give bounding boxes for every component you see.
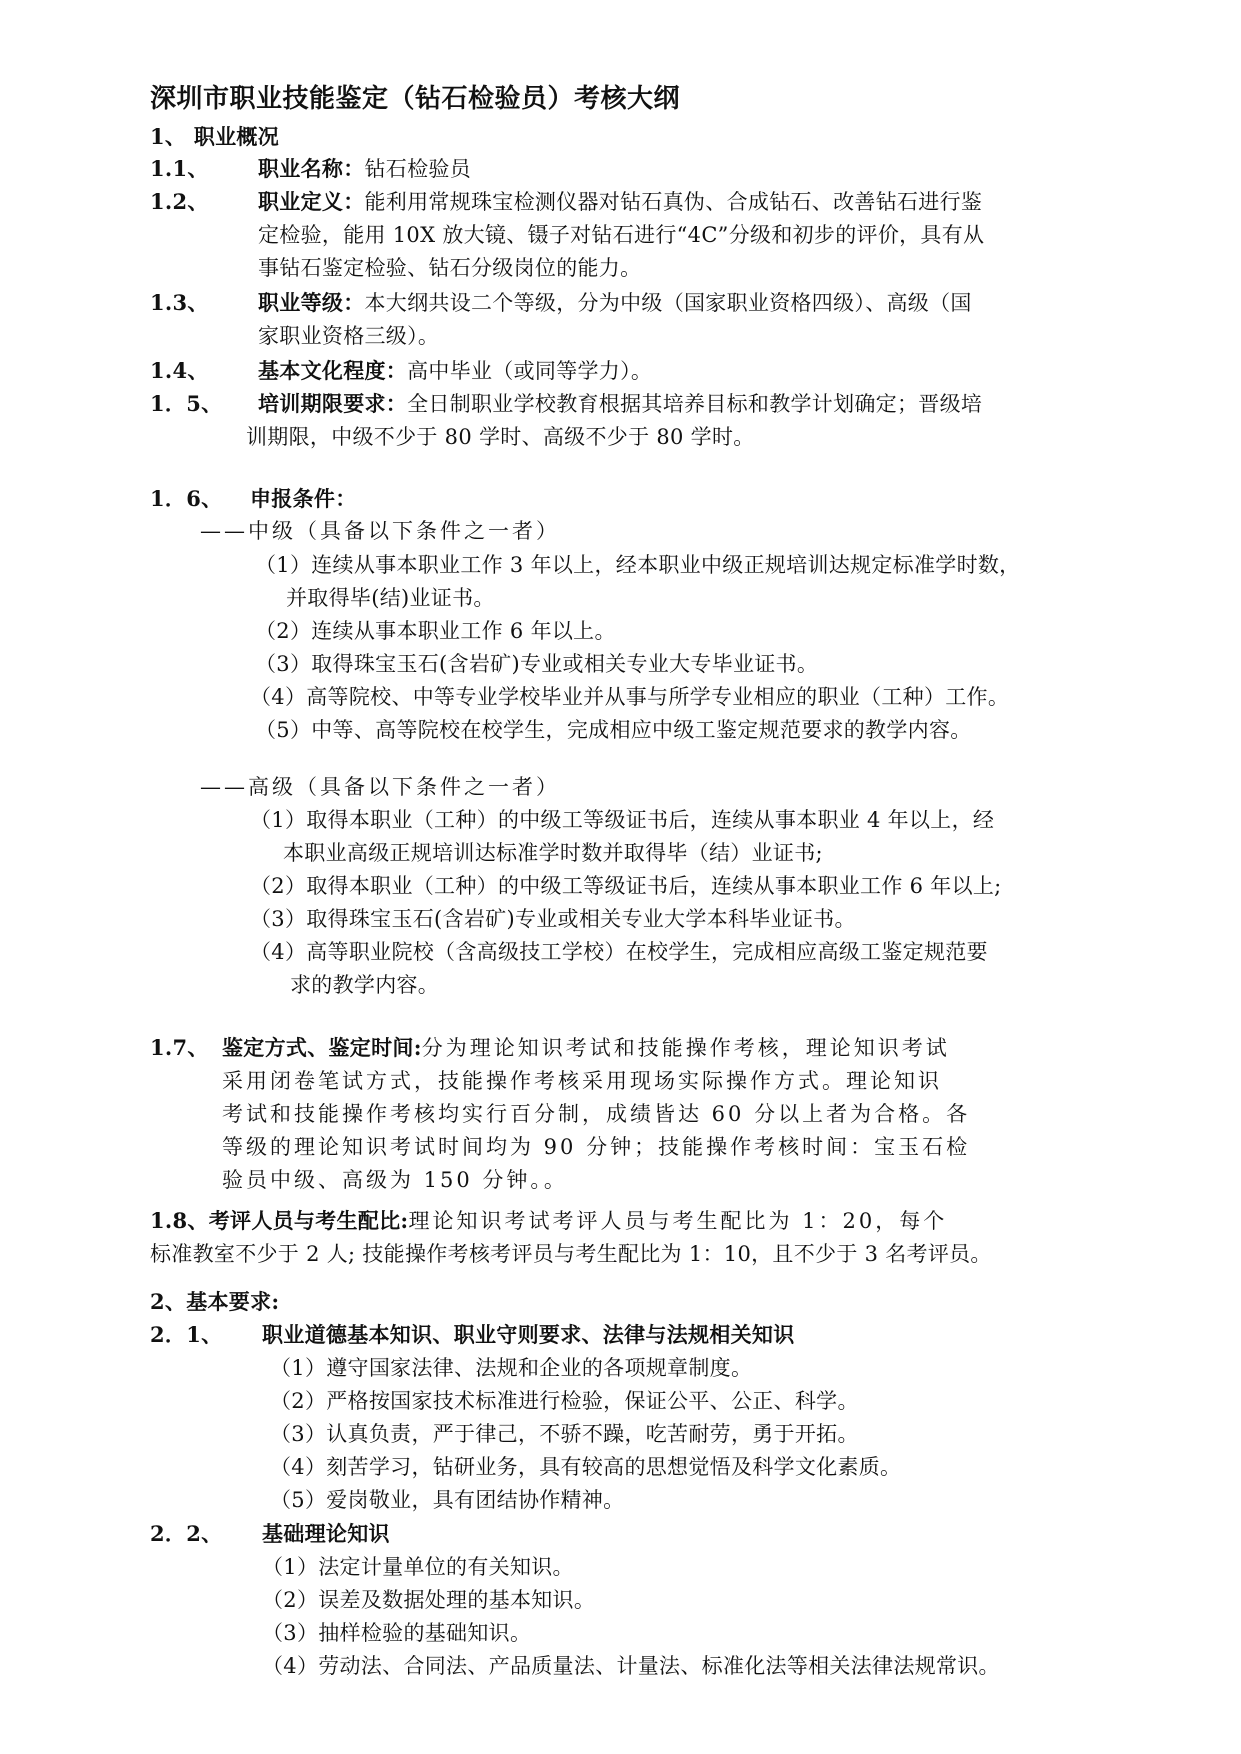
item-1-2-text-line-2: 定检验，能用 10X 放大镜、镊子对钻石进行“4C”分级和初步的评价，具有从: [258, 223, 985, 247]
advanced-condition-1-line-1: （1）取得本职业（工种）的中级工等级证书后，连续从事本职业 4 年以上，经: [250, 808, 995, 832]
document-title: 深圳市职业技能鉴定（钻石检验员）考核大纲: [150, 84, 681, 114]
theory-item-3: （3）抽样检验的基础知识。: [262, 1621, 532, 1645]
item-1-6-number: 1．6、: [150, 486, 223, 511]
item-1-6-label: 申报条件：: [250, 486, 357, 511]
item-1-8-label: 1.8、考评人员与考生配比:: [150, 1208, 409, 1233]
advanced-condition-3: （3）取得珠宝玉石(含岩矿)专业或相关专业大学本科毕业证书。: [250, 907, 856, 931]
ethics-item-1: （1）遵守国家法律、法规和企业的各项规章制度。: [270, 1356, 753, 1380]
item-1-1: [258, 156, 471, 182]
item-1-7-label: 鉴定方式、鉴定时间:: [222, 1035, 422, 1060]
advanced-level-heading: ——高级（具备以下条件之一者）: [200, 775, 560, 799]
item-1-7-text-line-4: 等级的理论知识考试时间均为 90 分钟；技能操作考核时间：宝玉石检: [222, 1135, 971, 1159]
theory-item-4: （4）劳动法、合同法、产品质量法、计量法、标准化法等相关法律法规常识。: [262, 1654, 1000, 1678]
item-1-7-text-line-1: 分为理论知识考试和技能操作考核，理论知识考试: [421, 1036, 950, 1060]
item-1-7-text-line-3: 考试和技能操作考核均实行百分制，成绩皆达 60 分以上者为合格。各: [222, 1102, 971, 1126]
item-1-3-text-line-2: 家职业资格三级）。: [258, 324, 440, 348]
advanced-condition-4-line-1: （4）高等职业院校（含高级技工学校）在校学生，完成相应高级工鉴定规范要: [250, 940, 988, 964]
advanced-condition-2: （2）取得本职业（工种）的中级工等级证书后，连续从事本职业工作 6 年以上;: [250, 874, 1002, 898]
advanced-condition-1-line-2: 本职业高级正规培训达标准学时数并取得毕（结）业证书;: [283, 841, 823, 865]
intermediate-condition-1-line-2: 并取得毕(结)业证书。: [286, 586, 495, 610]
item-1-2-text-line-3: 事钻石鉴定检验、钻石分级岗位的能力。: [258, 256, 642, 280]
item-1-8-text-line-2: 标准教室不少于 2 人; 技能操作考核考评员与考生配比为 1：10，且不少于 3 名考评员。: [150, 1242, 992, 1266]
item-1-3-number: 1.3、: [150, 290, 209, 315]
ethics-item-3: （3）认真负责，严于律己，不骄不躁，吃苦耐劳，勇于开拓。: [270, 1422, 859, 1446]
item-1-4-number: 1.4、: [150, 358, 209, 383]
item-1-3-text-line-1: 本大纲共设二个等级，分为中级（国家职业资格四级）、高级（国: [364, 291, 972, 315]
ethics-item-2: （2）严格按国家技术标准进行检验，保证公平、公正、科学。: [270, 1389, 859, 1413]
item-1-7-number: 1.7、: [150, 1035, 209, 1060]
item-1-4-label: 基本文化程度：: [258, 358, 408, 383]
item-1-7-text-line-5: 验员中级、高级为 150 分钟。。: [222, 1168, 568, 1192]
item-1-4: [258, 358, 652, 384]
item-1-3-label: 职业等级：: [258, 290, 365, 315]
item-2-1-number: 2．1、: [150, 1322, 223, 1347]
item-1-7: [222, 1035, 950, 1061]
advanced-condition-4-line-2: 求的教学内容。: [290, 973, 440, 997]
item-1-2-text-line-1: 能利用常规珠宝检测仪器对钻石真伪、合成钻石、改善钻石进行鉴: [364, 190, 983, 214]
item-2-1-label: 职业道德基本知识、职业守则要求、法律与法规相关知识: [262, 1322, 795, 1347]
intermediate-level-heading: ——中级（具备以下条件之一者）: [200, 519, 560, 543]
item-1-8: [150, 1208, 947, 1234]
item-2-2-label: 基础理论知识: [262, 1521, 390, 1546]
theory-item-1: （1）法定计量单位的有关知识。: [262, 1555, 574, 1579]
item-1-2: [258, 189, 982, 215]
item-1-7-text-line-2: 采用闭卷笔试方式，技能操作考核采用现场实际操作方式。理论知识: [222, 1069, 942, 1093]
item-1-4-text: 高中毕业（或同等学力）。: [407, 359, 653, 383]
intermediate-condition-1-line-1: （1）连续从事本职业工作 3 年以上，经本职业中级正规培训达规定标准学时数，: [255, 553, 1021, 577]
item-1-5-number: 1．5、: [150, 391, 223, 416]
item-1-5-label: 培训期限要求：: [258, 391, 408, 416]
item-1-5-text-line-2: 训期限，中级不少于 80 学时、高级不少于 80 学时。: [246, 425, 755, 449]
item-1-2-label: 职业定义：: [258, 189, 365, 214]
ethics-item-5: （5）爱岗敬业，具有团结协作精神。: [270, 1488, 625, 1512]
item-1-8-text-line-1: 理论知识考试考评人员与考生配比为 1：20，每个: [408, 1209, 948, 1233]
section-2-heading: 2、基本要求:: [150, 1289, 280, 1314]
intermediate-condition-4: （4）高等院校、中等专业学校毕业并从事与所学专业相应的职业（工种）工作。: [250, 685, 1010, 709]
item-1-1-number: 1.1、: [150, 156, 209, 181]
intermediate-condition-3: （3）取得珠宝玉石(含岩矿)专业或相关专业大专毕业证书。: [255, 652, 819, 676]
item-1-3: [258, 290, 972, 316]
theory-item-2: （2）误差及数据处理的基本知识。: [262, 1588, 596, 1612]
item-1-5: [258, 391, 982, 417]
item-1-1-text: 钻石检验员: [364, 157, 471, 181]
item-2-2-number: 2．2、: [150, 1521, 223, 1546]
item-1-2-number: 1.2、: [150, 189, 209, 214]
ethics-item-4: （4）刻苦学习，钻研业务，具有较高的思想觉悟及科学文化素质。: [270, 1455, 902, 1479]
item-1-5-text-line-1: 全日制职业学校教育根据其培养目标和教学计划确定；晋级培: [407, 392, 983, 416]
intermediate-condition-2: （2）连续从事本职业工作 6 年以上。: [255, 619, 616, 643]
item-1-1-label: 职业名称：: [258, 156, 365, 181]
section-1-heading: 1、 职业概况: [150, 124, 280, 149]
intermediate-condition-5: （5）中等、高等院校在校学生，完成相应中级工鉴定规范要求的教学内容。: [255, 718, 972, 742]
